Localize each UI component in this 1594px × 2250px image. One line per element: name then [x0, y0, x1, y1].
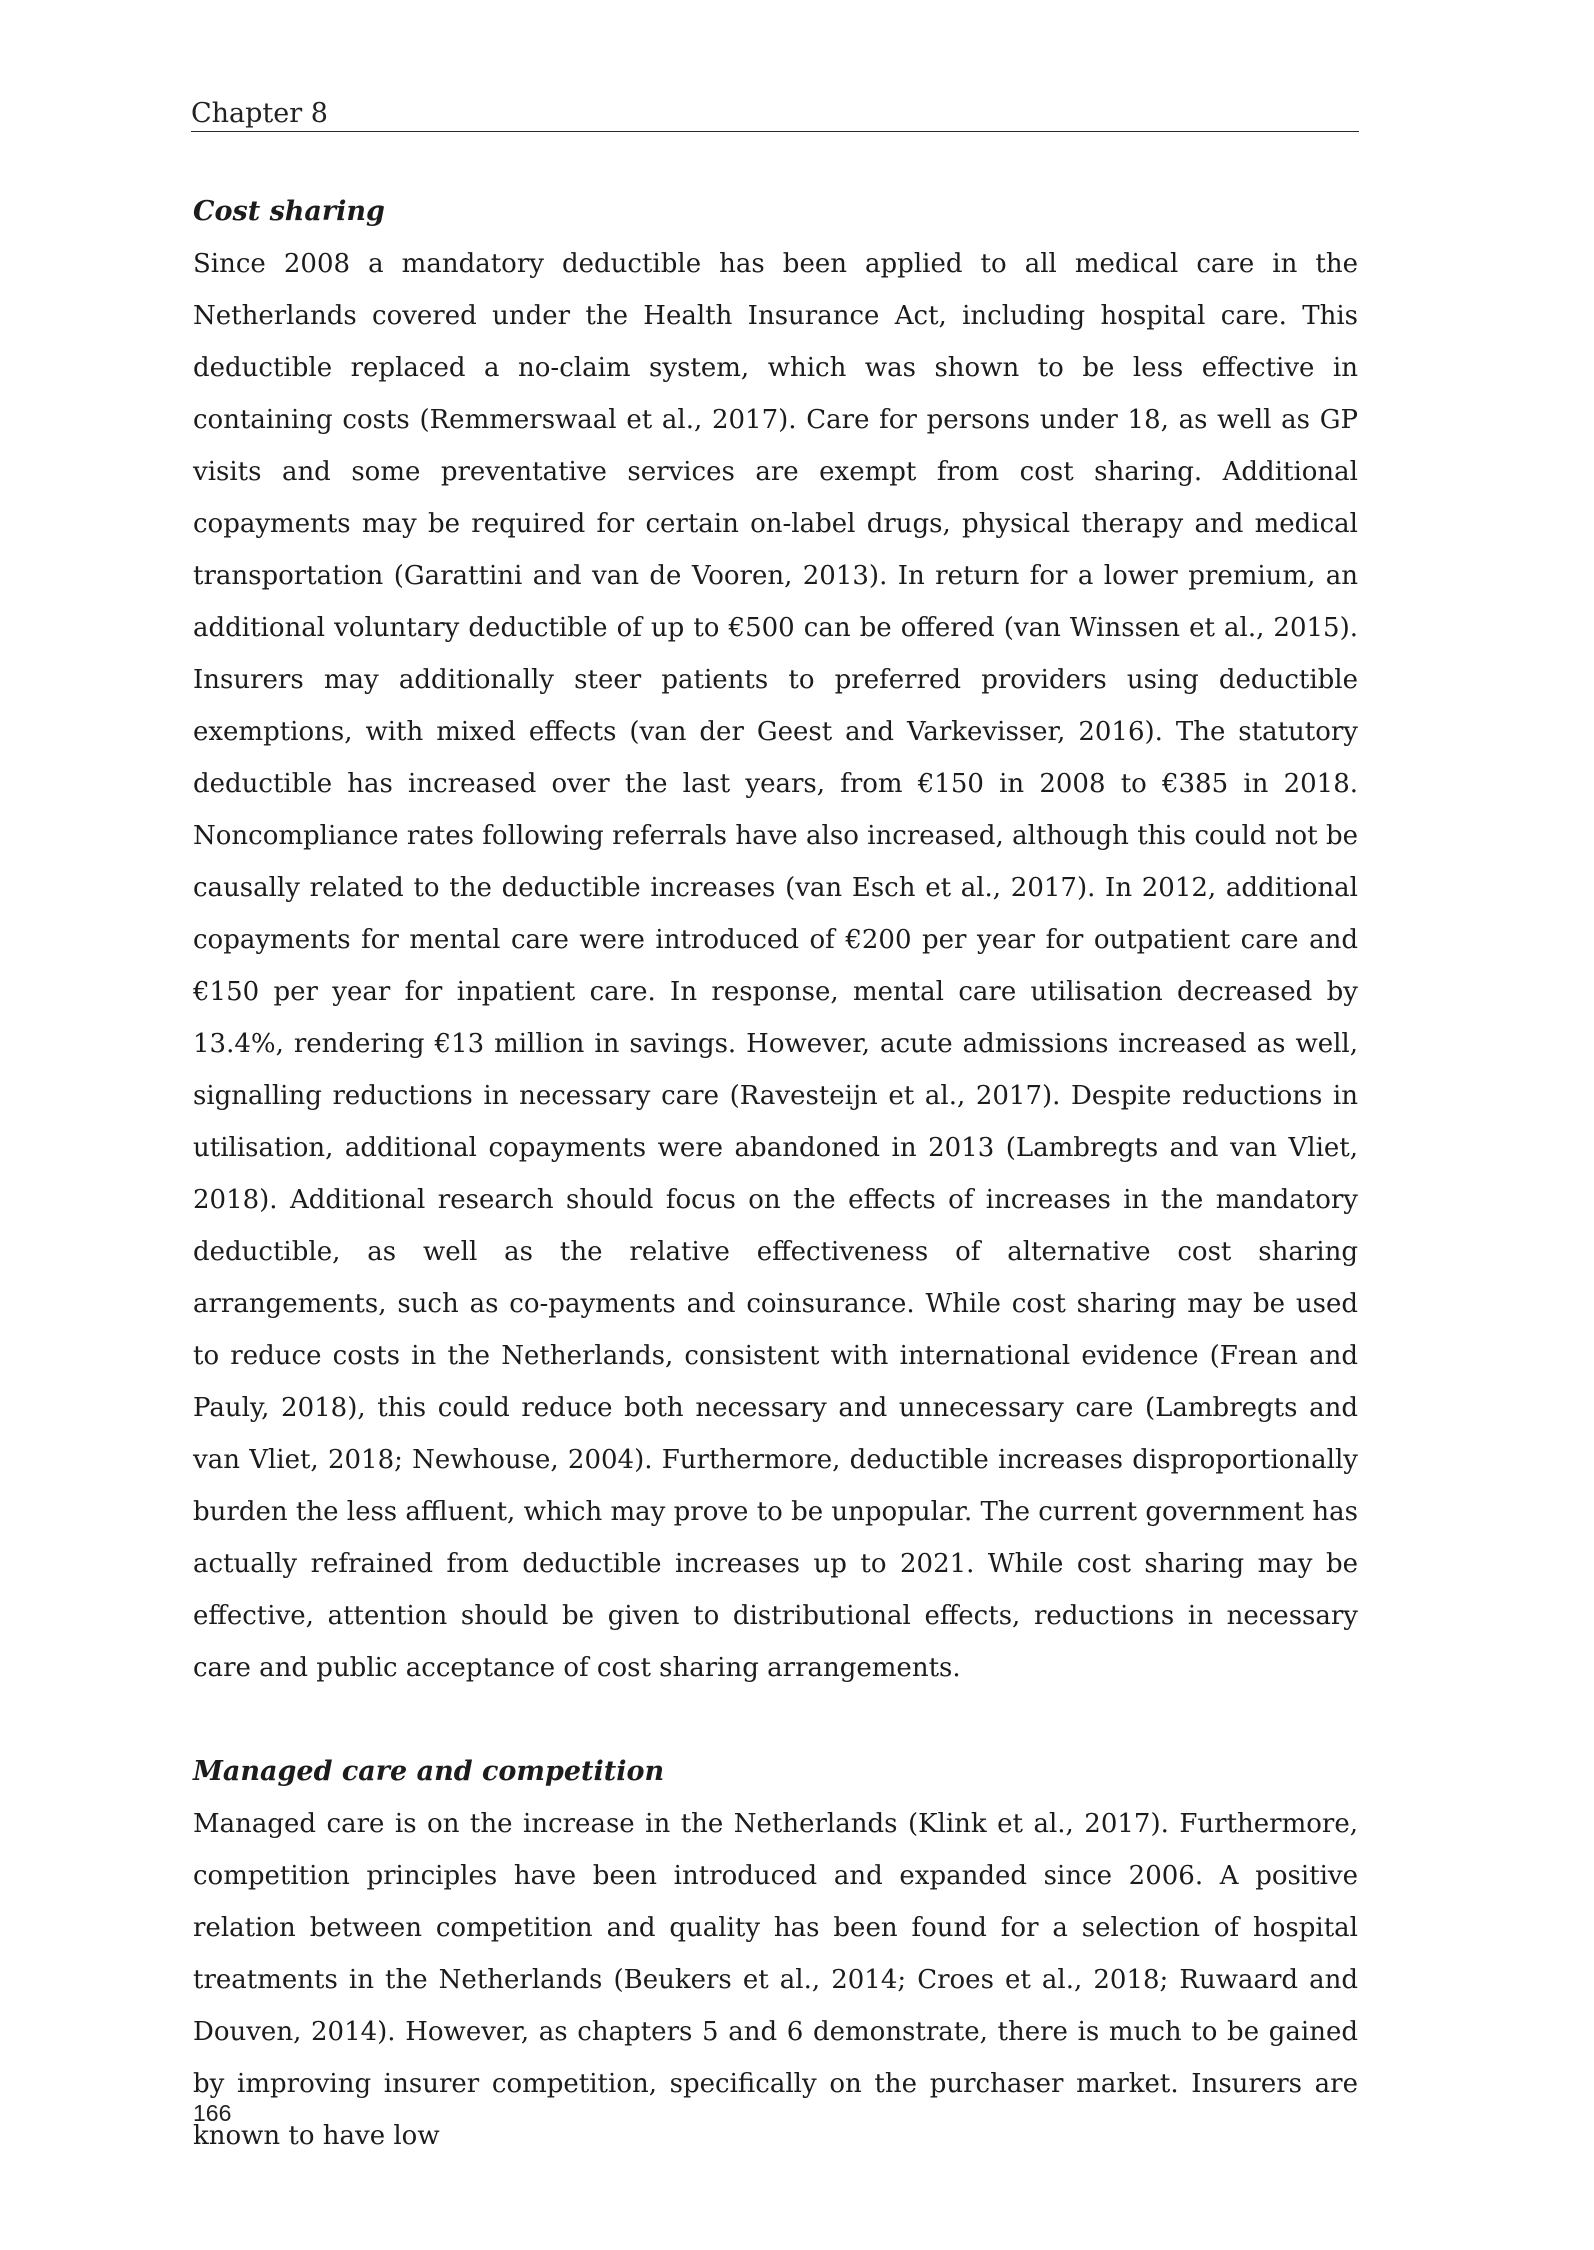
chapter-title: Chapter 8	[191, 98, 328, 129]
page-number: 166	[193, 2100, 232, 2126]
section-spacer	[193, 1694, 1358, 1746]
section-heading-managed-care: Managed care and competition	[193, 1756, 665, 1787]
section-heading-cost-sharing: Cost sharing	[193, 196, 385, 227]
running-header	[191, 92, 1359, 132]
main-content	[193, 186, 1358, 2162]
paragraph-cost-sharing: Since 2008 a mandatory deductible has been applied to all medical care in the Netherlands covered under the Health Insurance Act, including hospital care. This deductible replaced a no-claim system, which was shown to be less effective in containing costs (Remmerswaal et al., 2017). Care for persons under 18, as well as GP visits and some preventative services are exempt from cost sharing. Additional copayments may be required for certain on-label drugs, physical therapy and medical transportation (Garattini and van de Vooren, 2013). In return for a lower premium, an additional voluntary deductible of up to €500 can be offered (van Winssen et al., 2015). Insurers may additionally steer patients to preferred providers using deductible exemptions, with mixed effects (van der Geest and Varkevisser, 2016). The statutory deductible has increased over the last years, from €150 in 2008 to €385 in 2018. Noncompliance rates following referrals have also increased, although this could not be causally related to the deductible increases (van Esch et al., 2017). In 2012, additional copayments for mental care were introduced of €200 per year for outpatient care and €150 per year for inpatient care. In response, mental care utilisation decreased by 13.4%, rendering €13 million in savings. However, acute admissions increased as well, signalling reductions in necessary care (Ravesteijn et al., 2017). Despite reductions in utilisation, additional copayments were abandoned in 2013 (Lambregts and van Vliet, 2018). Additional research should focus on the effects of increases in the mandatory deductible, as well as the relative effectiveness of alternative cost sharing arrangements, such as co-payments and coinsurance. While cost sharing may be used to reduce costs in the Netherlands, consistent with international evidence (Frean and Pauly, 2018), this could reduce both necessary and unnecessary care (Lambregts and van Vliet, 2018; Newhouse, 2004). Furthermore, deductible increases disproportionally burden the less affluent, which may prove to be unpopular. The current government has actually refrained from deductible increases up to 2021. While cost sharing may be effective, attention should be given to distributional effects, reductions in necessary care and public acceptance of cost sharing arrangements.	[193, 249, 1358, 1683]
paragraph-managed-care: Managed care is on the increase in the Netherlands (Klink et al., 2017). Furthermore, competition principles have been introduced and expanded since 2006. A positive relation between competition and quality has been found for a selection of hospital treatments in the Netherlands (Beukers et al., 2014; Croes et al., 2018; Ruwaard and Douven, 2014). However, as chapters 5 and 6 demonstrate, there is much to be gained by improving insurer competition, specifically on the purchaser market. Insurers are known to have low	[193, 1809, 1358, 2151]
